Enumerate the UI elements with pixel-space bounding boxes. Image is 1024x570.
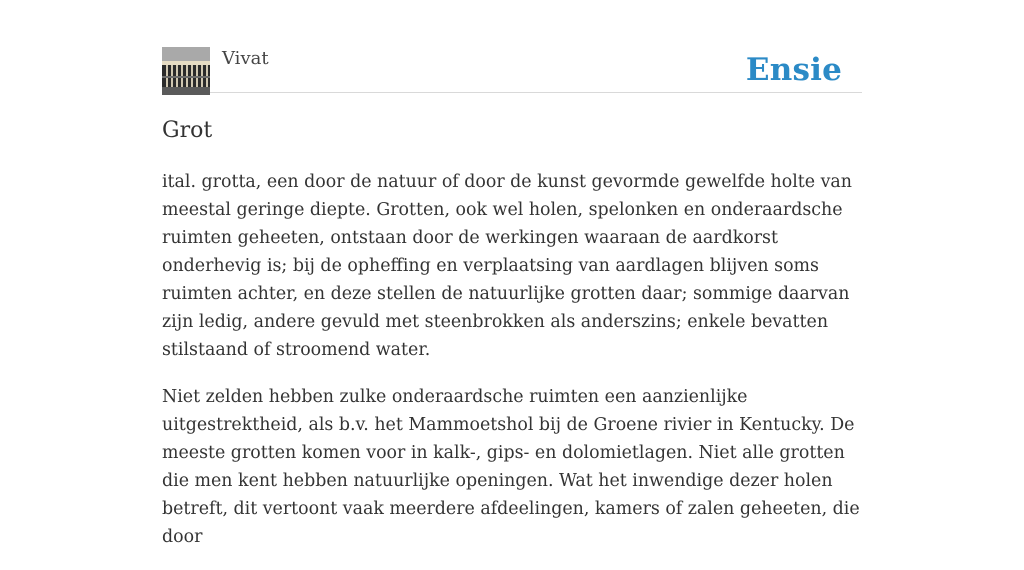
- article-title: Grot: [162, 118, 213, 143]
- article-body: [162, 168, 864, 570]
- brand-logo[interactable]: Ensie: [745, 52, 842, 88]
- header: [162, 46, 862, 93]
- book-spines-icon[interactable]: [162, 47, 210, 95]
- article-paragraph: Niet zelden hebben zulke onderaardsche ruimten een aanzienlijke uitgestrektheid, als b.v. het Mammoetshol bij de Groene rivier in Kentucky. De meeste grotten komen voor in kalk-, gips- en dolomietlagen. Niet alle grotten die men kent hebben natuurlijke openingen. Wat het inwendige dezer holen betreft, dit vertoont vaak meerdere afdeelingen, kamers of zalen geheeten, die door: [162, 387, 860, 547]
- article-paragraph: ital. grotta, een door de natuur of door de kunst gevormde gewelfde holte van meestal geringe diepte. Grotten, ook wel holen, spelonken en onderaardsche ruimten geheeten, ontstaan door de werkingen waaraan de aardkorst onderhevig is; bij de opheffing en verplaatsing van aardlagen blijven soms ruimten achter, en deze stellen de natuurlijke grotten daar; sommige daarvan zijn ledig, andere gevuld met steenbrokken als anderszins; enkele bevatten stilstaand of stroomend water.: [162, 172, 852, 360]
- source-name[interactable]: Vivat: [222, 48, 269, 69]
